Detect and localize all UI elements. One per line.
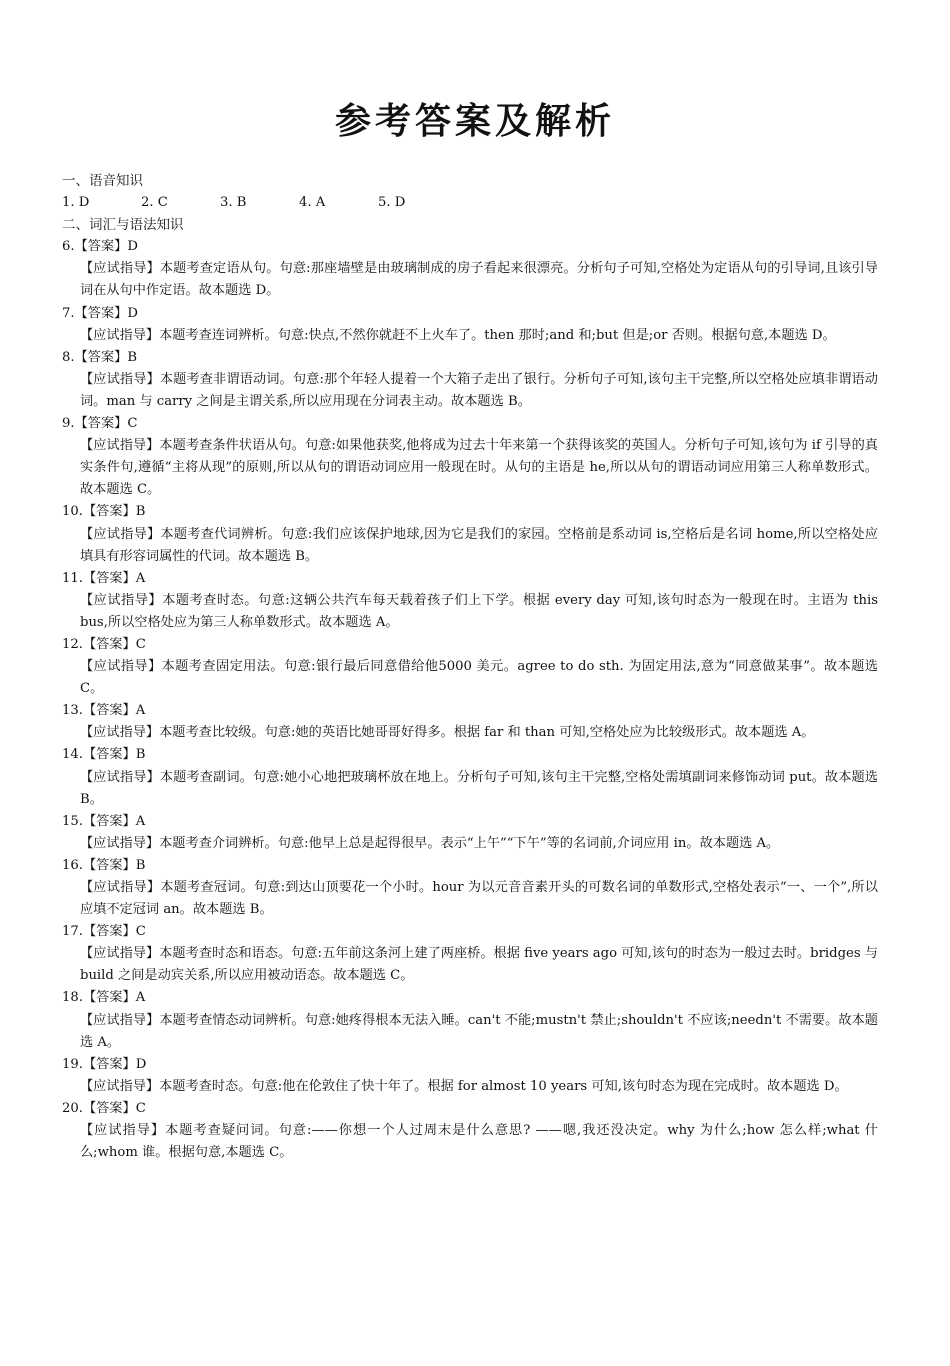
question-item — [62, 987, 878, 1053]
question-item — [62, 700, 878, 744]
mc-answer-4: 4. A — [299, 195, 326, 211]
answer-line: 15.【答案】A — [62, 813, 146, 829]
answer-line: 7.【答案】D — [62, 305, 138, 321]
guide-text: 【应试指导】本题考查副词。句意:她小心地把玻璃杯放在地上。分析句子可知,该句主干完整,空格处需填副词来修饰动词 put。故本题选 B。 — [80, 769, 878, 807]
guide-text: 【应试指导】本题考查情态动词辨析。句意:她疼得根本无法入睡。can't 不能;mustn't 禁止;shouldn't 不应该;needn't 不需要。故本题选 A。 — [80, 1012, 878, 1050]
guide-text: 【应试指导】本题考查固定用法。句意:银行最后同意借给他5000 美元。agree to do sth. 为固定用法,意为“同意做某事”。故本题选 C。 — [80, 659, 878, 697]
answer-line: 11.【答案】A — [62, 570, 146, 586]
guide-text: 【应试指导】本题考查时态。句意:这辆公共汽车每天载着孩子们上下学。根据 every day 可知,该句时态为一般现在时。主语为 this bus,所以空格处应为第三人称单数形式。故本题选 A。 — [80, 592, 878, 630]
question-item — [62, 634, 878, 700]
question-item — [62, 921, 878, 987]
guide-text: 【应试指导】本题考查介词辨析。句意:他早上总是起得很早。表示“上午”“下午”等的名词前,介词应用 in。故本题选 A。 — [80, 835, 780, 851]
answer-line: 13.【答案】A — [62, 703, 146, 719]
guide-text: 【应试指导】本题考查疑问词。句意:——你想一个人过周末是什么意思? ——嗯,我还没决定。why 为什么;how 怎么样;what 什么;whom 谁。根据句意,本题选 C。 — [80, 1123, 878, 1161]
guide-text: 【应试指导】本题考查代词辨析。句意:我们应该保护地球,因为它是我们的家园。空格前是系动词 is,空格后是名词 home,所以空格处应填具有形容词属性的代词。故本题选 B。 — [80, 526, 878, 564]
mc-answer-3: 3. B — [220, 195, 247, 211]
mc-answer-2: 2. C — [141, 195, 168, 211]
question-item — [62, 1054, 878, 1098]
question-item — [62, 568, 878, 634]
question-item — [62, 811, 878, 855]
page-title: 参考答案及解析 — [334, 101, 615, 142]
answer-line: 12.【答案】C — [62, 636, 146, 652]
guide-text: 【应试指导】本题考查非谓语动词。句意:那个年轻人提着一个大箱子走出了银行。分析句子可知,该句主干完整,所以空格处应填非谓语动词。man 与 carry 之间是主谓关系,所以应用现在分词表主动。故本题选 B。 — [80, 371, 878, 409]
mc-answer-5: 5. D — [378, 195, 406, 211]
section1-heading: 一、语音知识 — [62, 173, 143, 189]
guide-text: 【应试指导】本题考查比较级。句意:她的英语比她哥哥好得多。根据 far 和 than 可知,空格处应为比较级形式。故本题选 A。 — [80, 725, 815, 741]
answer-line: 20.【答案】C — [62, 1100, 146, 1116]
question-item — [62, 303, 878, 347]
question-item — [62, 744, 878, 810]
question-item — [62, 1098, 878, 1164]
guide-text: 【应试指导】本题考查时态和语态。句意:五年前这条河上建了两座桥。根据 five years ago 可知,该句的时态为一般过去时。bridges 与 build 之间是动宾关系,所以应用被动语态。故本题选 C。 — [80, 946, 878, 984]
guide-text: 【应试指导】本题考查条件状语从句。句意:如果他获奖,他将成为过去十年来第一个获得该奖的英国人。分析句子可知,该句为 if 引导的真实条件句,遵循“主将从现”的原则,所以从句的谓语动词应用一般现在时。从句的主语是 he,所以从句的谓语动词应用第三人称单数形式。故本题选 C。 — [80, 438, 878, 498]
question-item — [62, 501, 878, 567]
guide-text: 【应试指导】本题考查定语从句。句意:那座墙壁是由玻璃制成的房子看起来很漂亮。分析句子可知,空格处为定语从句的引导词,且该引导词在从句中作定语。故本题选 D。 — [80, 261, 878, 299]
question-item — [62, 413, 878, 501]
answer-line: 14.【答案】B — [62, 747, 146, 763]
guide-text: 【应试指导】本题考查时态。句意:他在伦敦住了快十年了。根据 for almost 10 years 可知,该句时态为现在完成时。故本题选 D。 — [80, 1078, 848, 1094]
question-item — [62, 236, 878, 302]
section1-answers — [62, 192, 878, 214]
guide-text: 【应试指导】本题考查冠词。句意:到达山顶要花一个小时。hour 为以元音音素开头的可数名词的单数形式,空格处表示“一、一个”,所以应填不定冠词 an。故本题选 B。 — [80, 880, 878, 918]
section2-heading: 二、词汇与语法知识 — [62, 217, 184, 234]
answer-line: 16.【答案】B — [62, 857, 146, 873]
guide-text: 【应试指导】本题考查连词辨析。句意:快点,不然你就赶不上火车了。then 那时;and 和;but 但是;or 否则。根据句意,本题选 D。 — [80, 327, 836, 343]
question-item — [62, 347, 878, 413]
question-list — [62, 236, 878, 1164]
answer-content — [62, 170, 878, 1164]
answer-line: 10.【答案】B — [62, 504, 146, 520]
answer-line: 6.【答案】D — [62, 239, 138, 255]
answer-line: 18.【答案】A — [62, 990, 146, 1006]
answer-line: 8.【答案】B — [62, 349, 138, 365]
question-item — [62, 855, 878, 921]
answer-line: 19.【答案】D — [62, 1056, 147, 1072]
mc-answer-1: 1. D — [62, 195, 90, 211]
answer-line: 9.【答案】C — [62, 416, 138, 432]
answer-line: 17.【答案】C — [62, 924, 146, 940]
